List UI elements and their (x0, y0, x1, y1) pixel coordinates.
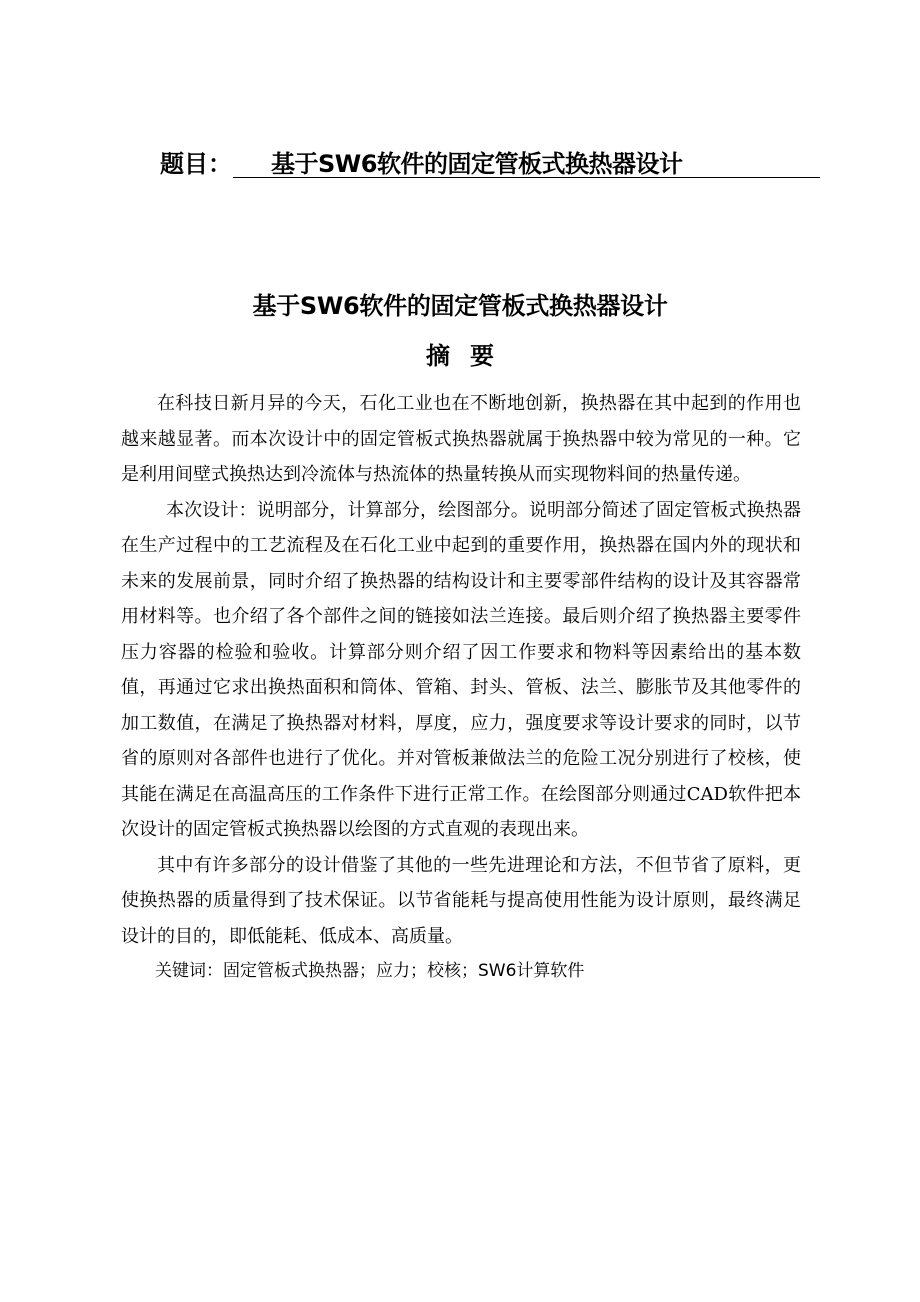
title-label: 题目： (160, 150, 232, 178)
cover-title-line (160, 146, 840, 186)
main-title: 基于SW6软件的固定管板式换热器设计 (252, 292, 668, 320)
cover-title-field: 基于SW6软件的固定管板式换热器设计 (233, 146, 820, 178)
abstract-paragraph-1: 在科技日新月异的今天，石化工业也在不断地创新，换热器在其中起到的作用也越来越显著。而本次设计中的固定管板式换热器就属于换热器中较为常见的一种。它是利用间壁式换热达到冷流体与热流体的热量转换从而实现物料间的热量传递。 (121, 393, 801, 485)
keywords-line: 关键词：固定管板式换热器；应力；校核；SW6计算软件 (155, 961, 585, 981)
abstract-body (121, 386, 801, 990)
abstract-paragraph-3: 其中有许多部分的设计借鉴了其他的一些先进理论和方法，不但节省了原料，更使换热器的质量得到了技术保证。以节省能耗与提高使用性能为设计原则，最终满足设计的目的，即低能耗、低成本、高质量。 (121, 854, 801, 947)
abstract-heading: 摘要 (426, 342, 514, 370)
abstract-paragraph-2: 本次设计：说明部分，计算部分，绘图部分。说明部分简述了固定管板式换热器在生产过程中的工艺流程及在石化工业中起到的重要作用，换热器在国内外的现状和未来的发展前景，同时介绍了换热器的结构设计和主要零部件结构的设计及其容器常用材料等。也介绍了各个部件之间的链接如法兰连接。最后则介绍了换热器主要零件压力容器的检验和验收。计算部分则介绍了因工作要求和物料等因素给出的基本数值，再通过它求出换热面积和筒体、管箱、封头、管板、法兰、膨胀节及其他零件的加工数值，在满足了换热器对材料，厚度，应力，强度要求等设计要求的同时，以节省的原则对各部件也进行了优化。并对管板兼做法兰的危险工况分别进行了校核，使其能在满足在高温高压的工作条件下进行正常工作。在绘图部分则通过CAD软件把本次设计的固定管板式换热器以绘图的方式直观的表现出来。 (121, 499, 801, 840)
